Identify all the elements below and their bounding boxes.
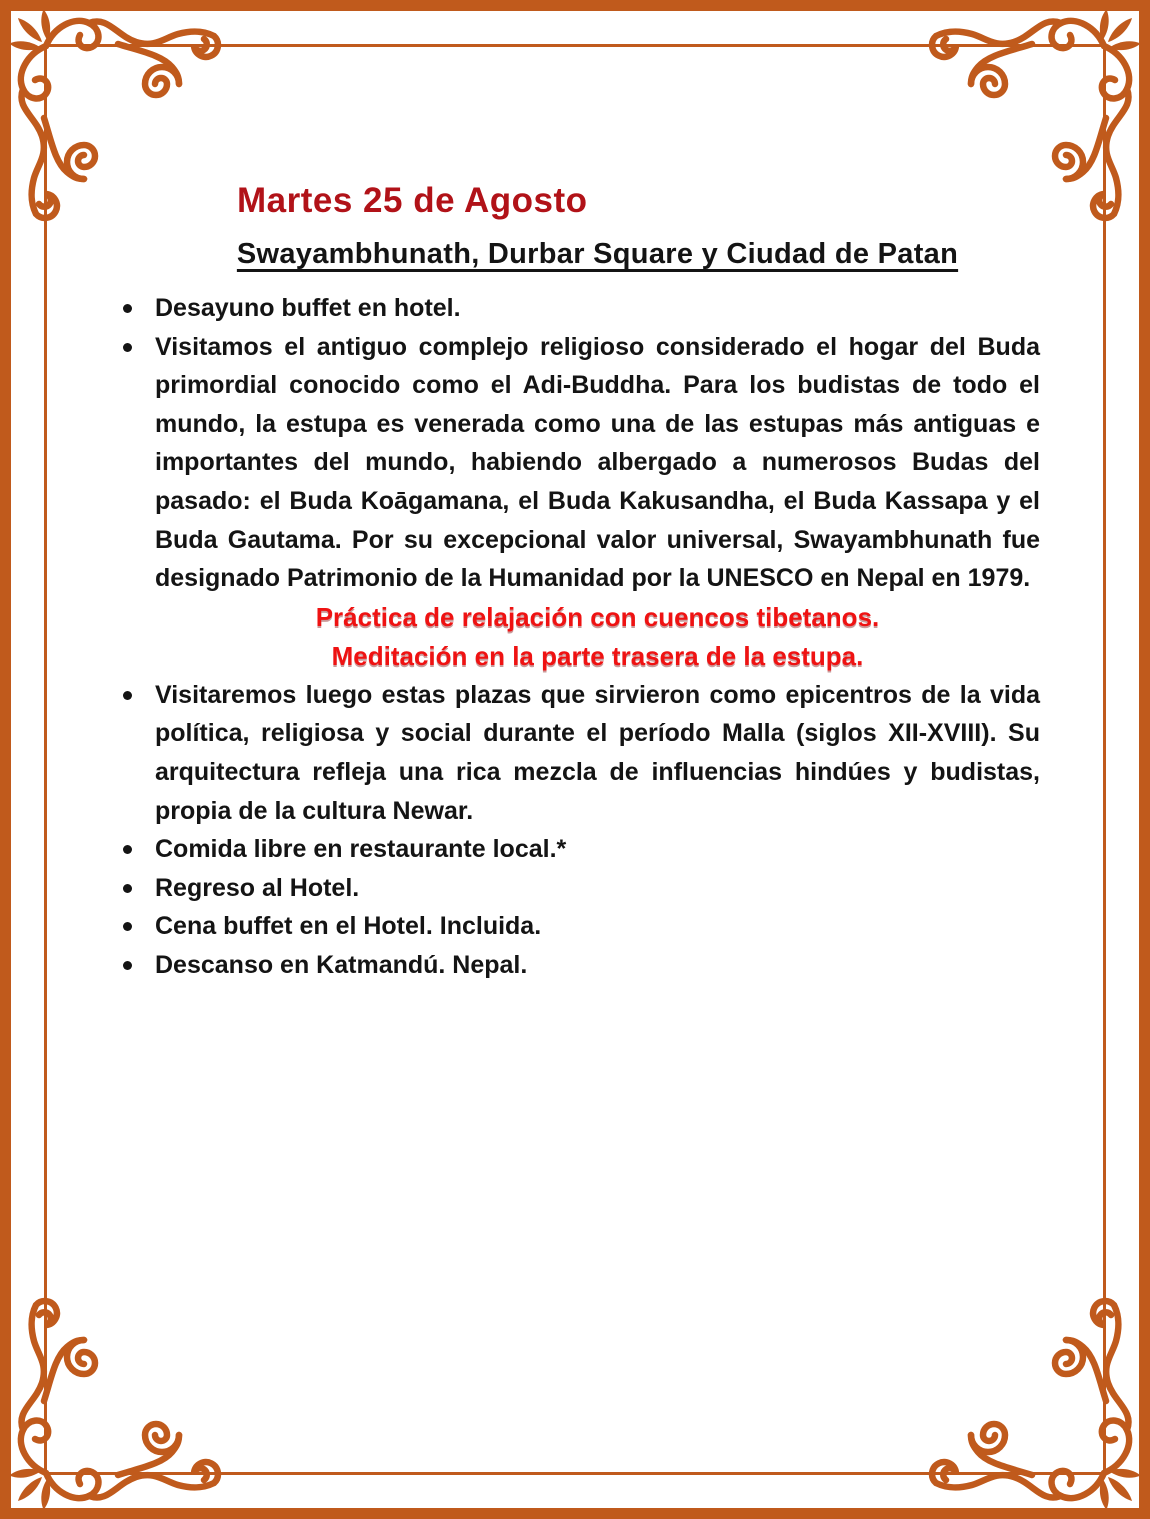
flourish-leaves <box>9 1467 52 1510</box>
bullet-icon <box>123 691 132 700</box>
flourish-side-vine <box>21 46 95 218</box>
bullet-icon <box>123 343 132 352</box>
itinerary-item-text: Descanso en Katmandú. Nepal. <box>155 950 528 979</box>
itinerary-item <box>110 830 1040 869</box>
itinerary-item <box>110 946 1040 985</box>
bullet-icon <box>123 845 132 854</box>
itinerary-item-text: Visitaremos luego estas plazas que sirvieron como epicentros de la vida política, religiosa y social durante el período Malla (siglos XII-XVIII). Su arquitectura refleja una rica mezcla de influencias hindúes y budistas, propia de la cultura Newar. <box>155 680 1040 825</box>
itinerary-item-text: Visitamos el antiguo complejo religioso considerado el hogar del Buda primordial conocido como el Adi-Buddha. Para los budistas de todo el mundo, la estupa es venerada como una de las estupas más antiguas e importantes del mundo, habiendo albergado a numerosos Budas del pasado: el Buda Koāgamana, el Buda Kakusandha, el Buda Kassapa y el Buda Gautama. Por su excepcional valor universal, Swayambhunath fue designado Patrimonio de la Humanidad por la UNESCO en Nepal en 1979. <box>155 332 1040 593</box>
itinerary-item <box>110 907 1040 946</box>
flourish-top-vine <box>932 1424 1104 1498</box>
itinerary-item-text: Regreso al Hotel. <box>155 873 360 902</box>
page-subtitle: Swayambhunath, Durbar Square y Ciudad de Patan <box>236 238 959 270</box>
itinerary-list <box>110 289 1040 985</box>
bullet-icon <box>123 304 132 313</box>
flourish-leaves <box>9 9 52 52</box>
flourish-side-vine <box>1055 1301 1129 1473</box>
itinerary-item-text: Comida libre en restaurante local.* <box>155 835 567 864</box>
corner-flourish-bottom-left <box>0 1249 270 1519</box>
corner-flourish-bottom-right <box>880 1249 1150 1519</box>
itinerary-item-text: Desayuno buffet en hotel. <box>155 294 461 322</box>
itinerary-content <box>110 181 1040 985</box>
flourish-leaves <box>1098 9 1141 52</box>
flourish-side-vine <box>21 1301 95 1473</box>
corner-flourish <box>0 1249 270 1519</box>
flourish-leaves <box>1098 1467 1141 1510</box>
page-title: Martes 25 de Agosto <box>237 181 588 220</box>
flourish-top-vine <box>932 21 1104 95</box>
flourish-top-vine <box>46 1424 218 1498</box>
highlight-note <box>110 637 1040 676</box>
bullet-icon <box>123 961 132 970</box>
corner-flourish <box>880 1249 1150 1519</box>
bullet-icon <box>123 922 132 931</box>
itinerary-item-text: Práctica de relajación con cuencos tibetanos. <box>315 601 880 632</box>
itinerary-item-text: Meditación en la parte trasera de la estupa. <box>331 640 864 671</box>
itinerary-item <box>110 289 1040 328</box>
itinerary-item-text: Cena buffet en el Hotel. Incluida. <box>155 912 542 941</box>
itinerary-item <box>110 328 1040 598</box>
flourish-side-vine <box>1055 46 1129 218</box>
itinerary-item <box>110 869 1040 908</box>
itinerary-item <box>110 676 1040 830</box>
highlight-note <box>110 598 1040 637</box>
flourish-top-vine <box>46 21 218 95</box>
bullet-icon <box>123 884 132 893</box>
